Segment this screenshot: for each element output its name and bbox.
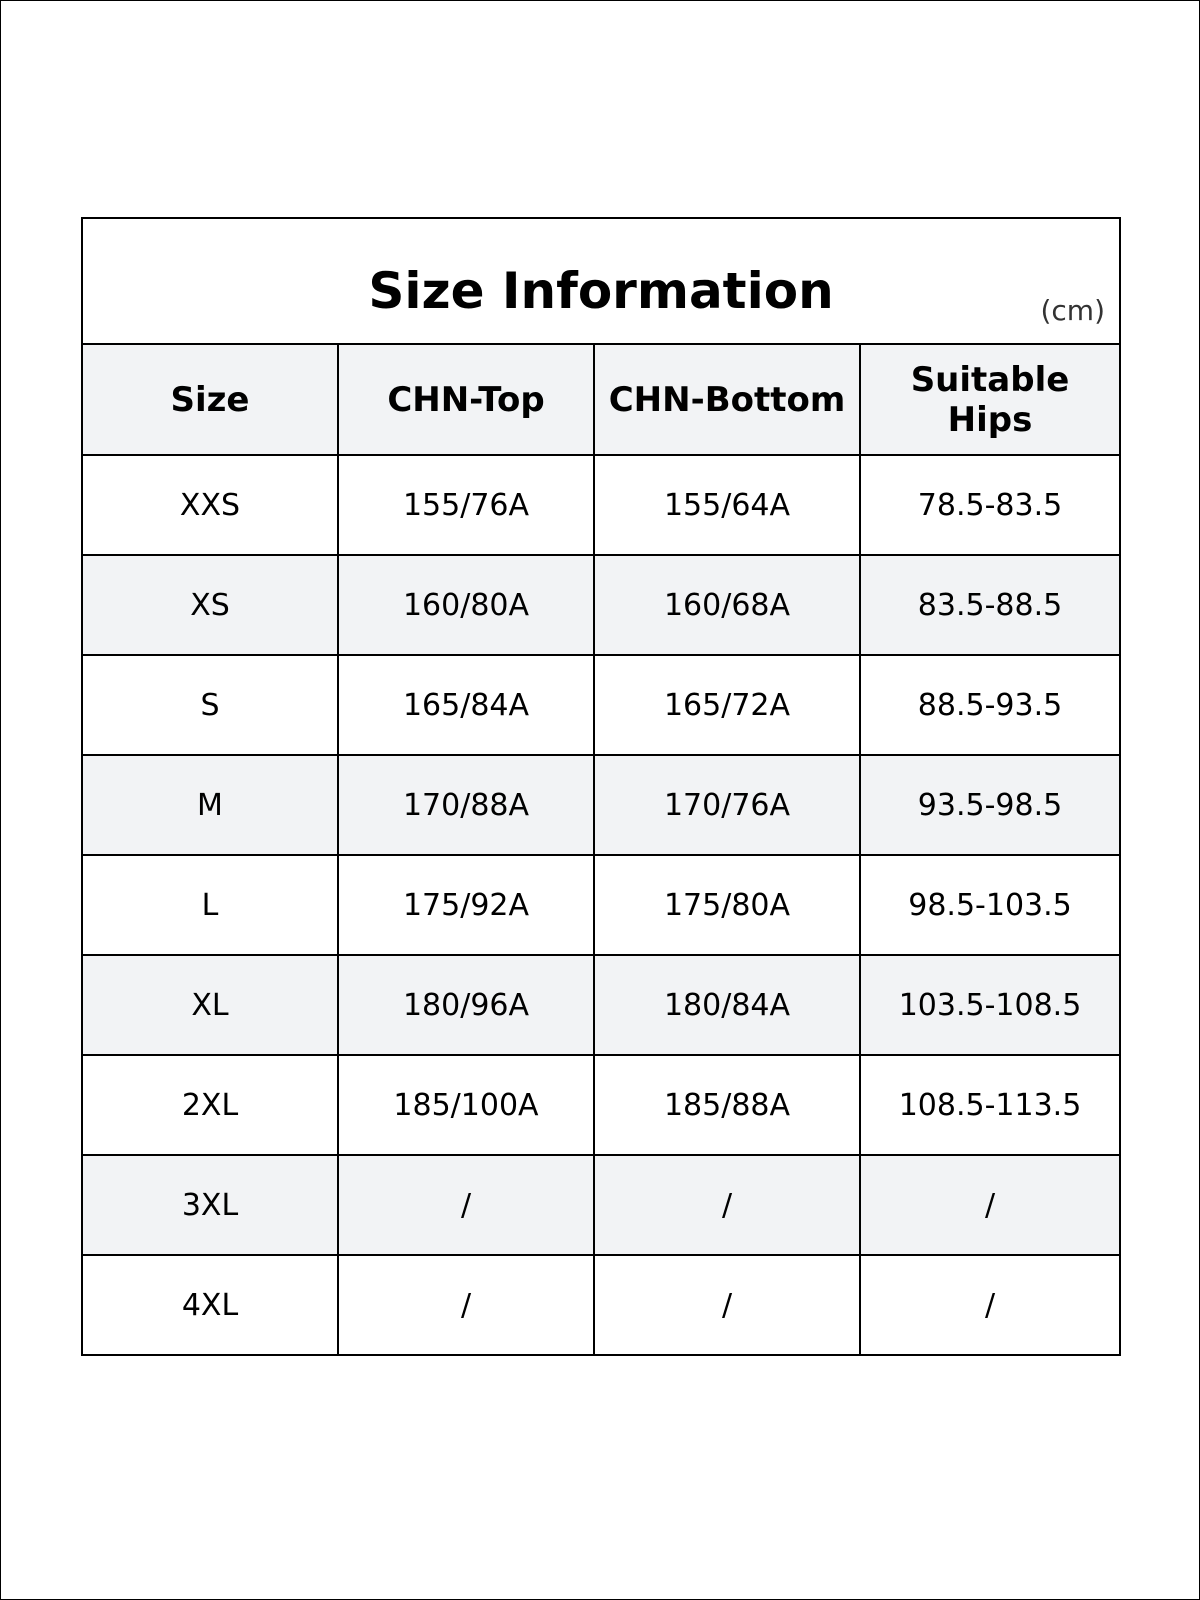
table-title: Size Information — [368, 262, 834, 320]
cell-chn-top: / — [338, 1155, 594, 1255]
cell-size: 2XL — [82, 1055, 338, 1155]
cell-chn-bottom: 175/80A — [594, 855, 860, 955]
cell-chn-top: 155/76A — [338, 455, 594, 555]
size-table — [81, 217, 1121, 1356]
cell-chn-top: 180/96A — [338, 955, 594, 1055]
cell-size: S — [82, 655, 338, 755]
cell-size: L — [82, 855, 338, 955]
cell-chn-bottom: 170/76A — [594, 755, 860, 855]
header-suitable-hips: Suitable Hips — [860, 344, 1120, 455]
cell-suitable-hips: / — [860, 1155, 1120, 1255]
cell-chn-bottom: / — [594, 1155, 860, 1255]
table-row — [82, 1155, 1120, 1255]
cell-suitable-hips: 83.5-88.5 — [860, 555, 1120, 655]
cell-chn-bottom: 160/68A — [594, 555, 860, 655]
header-size: Size — [82, 344, 338, 455]
cell-chn-top: 165/84A — [338, 655, 594, 755]
cell-chn-bottom: / — [594, 1255, 860, 1355]
cell-size: 4XL — [82, 1255, 338, 1355]
cell-chn-top: 160/80A — [338, 555, 594, 655]
cell-chn-bottom: 155/64A — [594, 455, 860, 555]
table-row — [82, 755, 1120, 855]
cell-size: 3XL — [82, 1155, 338, 1255]
cell-chn-top: 175/92A — [338, 855, 594, 955]
header-chn-top: CHN-Top — [338, 344, 594, 455]
table-row — [82, 955, 1120, 1055]
table-row — [82, 455, 1120, 555]
cell-suitable-hips: 98.5-103.5 — [860, 855, 1120, 955]
title-cell — [82, 218, 1120, 344]
table-body — [82, 455, 1120, 1355]
cell-chn-top: 170/88A — [338, 755, 594, 855]
table-row — [82, 555, 1120, 655]
cell-chn-bottom: 165/72A — [594, 655, 860, 755]
table-row — [82, 1055, 1120, 1155]
cell-chn-top: 185/100A — [338, 1055, 594, 1155]
header-row — [82, 344, 1120, 455]
cell-suitable-hips: 78.5-83.5 — [860, 455, 1120, 555]
table-row — [82, 1255, 1120, 1355]
cell-suitable-hips: / — [860, 1255, 1120, 1355]
table-row — [82, 655, 1120, 755]
unit-label: (cm) — [1040, 294, 1105, 327]
cell-chn-bottom: 185/88A — [594, 1055, 860, 1155]
table-row — [82, 855, 1120, 955]
cell-size: XS — [82, 555, 338, 655]
cell-chn-top: / — [338, 1255, 594, 1355]
cell-suitable-hips: 108.5-113.5 — [860, 1055, 1120, 1155]
cell-size: XL — [82, 955, 338, 1055]
cell-suitable-hips: 93.5-98.5 — [860, 755, 1120, 855]
cell-size: M — [82, 755, 338, 855]
cell-suitable-hips: 103.5-108.5 — [860, 955, 1120, 1055]
cell-chn-bottom: 180/84A — [594, 955, 860, 1055]
header-chn-bottom: CHN-Bottom — [594, 344, 860, 455]
cell-suitable-hips: 88.5-93.5 — [860, 655, 1120, 755]
cell-size: XXS — [82, 455, 338, 555]
